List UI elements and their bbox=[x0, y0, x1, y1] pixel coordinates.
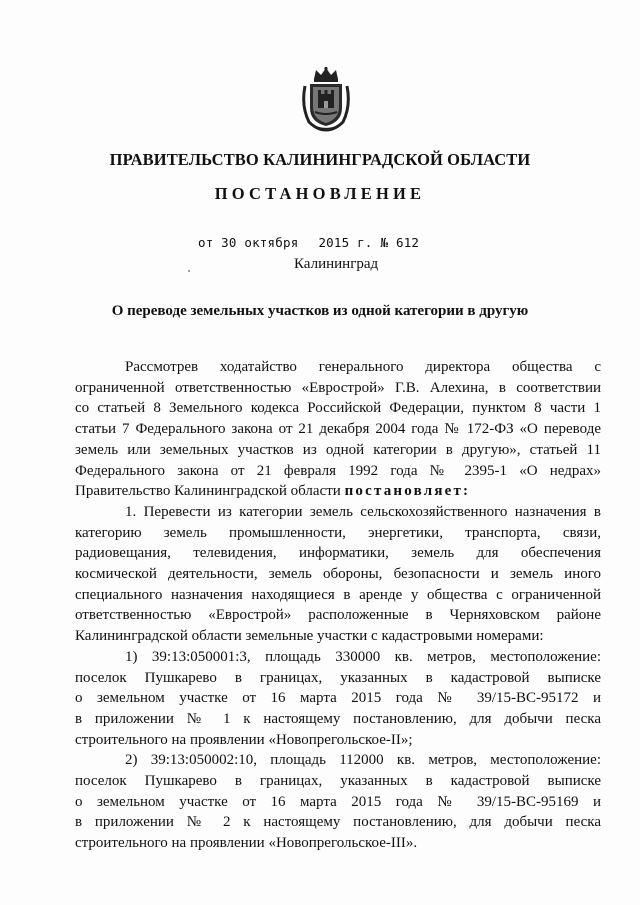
subitem2-line: о земельном участке от 16 марта 2015 года № 39/15-ВС-95169 и bbox=[75, 793, 601, 810]
subitem2-line: 2) 39:13:050002:10, площадь 112000 кв. метров, местоположение: bbox=[125, 752, 601, 769]
body-line: земель или земельных участков из одной категории в другую», статьей 11 bbox=[75, 441, 601, 458]
subitem2-line: строительного на проявлении «Новопрегольское-III». bbox=[75, 835, 418, 852]
document-type: ПОСТАНОВЛЕНИЕ bbox=[214, 184, 426, 203]
document-title: О переводе земельных участков из одной категории в другую bbox=[111, 303, 529, 319]
item1-line: Калининградской области земельные участки с кадастровыми номерами: bbox=[75, 628, 544, 645]
item1-line: категорию земель промышленности, энергетики, транспорта, связи, bbox=[75, 524, 601, 541]
government-name: ПРАВИТЕЛЬСТВО КАЛИНИНГРАДСКОЙ ОБЛАСТИ bbox=[109, 150, 531, 169]
document-year: 2015 г. bbox=[318, 235, 373, 250]
body-line: ограниченной ответственностью «Еврострой» Г.В. Алехина, в соответствии bbox=[75, 379, 601, 396]
coat-of-arms-emblem bbox=[299, 66, 353, 132]
subitem1-line: поселок Пушкарево в границах, указанных в кадастровой выписке bbox=[75, 669, 601, 686]
document-body bbox=[75, 357, 601, 854]
document-city: Калининград bbox=[294, 256, 379, 272]
date-number-line bbox=[198, 235, 419, 250]
item1-line: специального назначения находящиеся в аренде у общества с ограниченной bbox=[75, 586, 601, 603]
body-line: Федерального закона от 21 февраля 1992 года № 2395-1 «О недрах» bbox=[75, 462, 601, 479]
item1-line: радиовещания, телевидения, информатики, земель для обеспечения bbox=[75, 545, 601, 562]
subitem1-line: 1) 39:13:050001:3, площадь 330000 кв. метров, местоположение: bbox=[125, 648, 601, 665]
item1-line: 1. Перевести из категории земель сельскохозяйственного назначения в bbox=[125, 503, 601, 520]
body-line: Рассмотрев ходатайство генерального директора общества с bbox=[125, 359, 601, 375]
body-line: статьи 7 Федерального закона от 21 декабря 2004 года № 172-ФЗ «О переводе bbox=[75, 421, 601, 438]
subitem1-line: строительного на проявлении «Новопрегольское-II»; bbox=[75, 731, 413, 748]
subitem1-line: о земельном участке от 16 марта 2015 года № 39/15-ВС-95172 и bbox=[75, 690, 601, 707]
scan-speck bbox=[188, 270, 190, 272]
item1-line: космической деятельности, земель обороны, безопасности и земель иного bbox=[75, 566, 601, 583]
preamble-end: Правительство Калининградской области bbox=[75, 483, 341, 500]
body-line bbox=[75, 481, 601, 502]
document-number: № 612 bbox=[380, 235, 420, 250]
subitem2-line: поселок Пушкарево в границах, указанных в кадастровой выписке bbox=[75, 773, 601, 790]
subitem2-line: в приложении № 2 к настоящему постановлению, для добычи песка bbox=[75, 814, 601, 831]
subitem1-line: в приложении № 1 к настоящему постановлению, для добычи песка bbox=[75, 710, 601, 727]
item1-line: ответственностью «Еврострой» расположенные в Черняховском районе bbox=[75, 607, 601, 624]
document-date: от 30 октября bbox=[198, 235, 299, 250]
decides-keyword: постановляет: bbox=[344, 483, 471, 500]
body-line: со статьей 8 Земельного кодекса Российской Федерации, пунктом 8 части 1 bbox=[75, 400, 601, 417]
